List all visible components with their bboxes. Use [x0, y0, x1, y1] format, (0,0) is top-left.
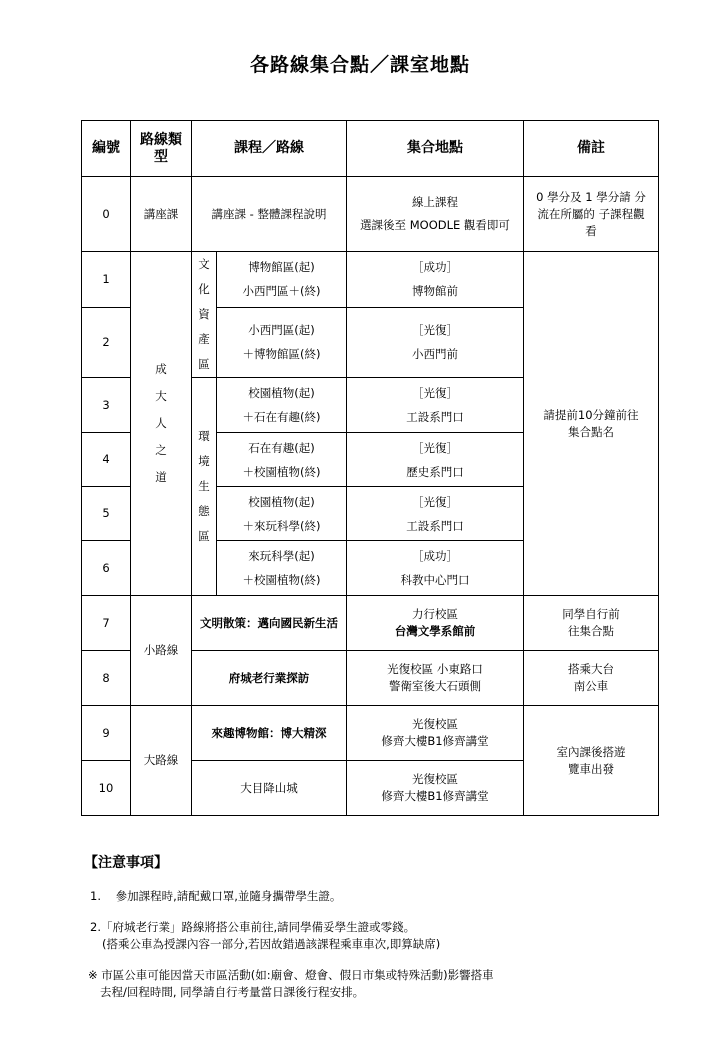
route-type: 講座課	[131, 177, 192, 252]
header-type: 路線類型	[131, 121, 192, 177]
course-name: 博物館區(起) 小西門區＋(終)	[217, 252, 347, 308]
row-id: 5	[82, 487, 131, 541]
header-meet: 集合地點	[347, 121, 524, 177]
header-row	[82, 121, 659, 177]
notes-section	[84, 852, 644, 1001]
row-id: 1	[82, 252, 131, 308]
course-name: 府城老行業探訪	[192, 651, 347, 706]
remark: 搭乘大台南公車	[524, 651, 659, 706]
meet-place: 光復校區 修齊大樓B1修齊講堂	[347, 706, 524, 761]
notes-title: 【注意事項】	[84, 855, 168, 871]
header-remark: 備註	[524, 121, 659, 177]
area-culture: 文化資產區	[192, 252, 217, 378]
course-name: 校園植物(起) ＋石在有趣(終)	[217, 378, 347, 433]
row-id: 7	[82, 596, 131, 651]
meet-place: ［光復］ 小西門前	[347, 307, 524, 377]
route-type-group: 成大人之道	[131, 252, 192, 596]
meet-place: ［光復］ 歷史系門口	[347, 433, 524, 487]
meet-place: 力行校區 台灣文學系館前	[347, 596, 524, 651]
row-id: 10	[82, 761, 131, 816]
remark: 同學自行前往集合點	[524, 596, 659, 651]
meet-place: 光復校區 小東路口 警衛室後大石頭側	[347, 651, 524, 706]
row-id: 6	[82, 541, 131, 596]
area-env: 環境生態區	[192, 378, 217, 596]
remark: 請提前10分鐘前往集合點名	[524, 252, 659, 596]
meet-place: ［成功］ 博物館前	[347, 252, 524, 308]
row-id: 9	[82, 706, 131, 761]
course-name: 文明散策：邁向國民新生活	[192, 596, 347, 651]
row-id: 8	[82, 651, 131, 706]
route-type: 小路線	[131, 596, 192, 706]
header-course: 課程／路線	[192, 121, 347, 177]
meet-place: ［光復］ 工設系門口	[347, 378, 524, 433]
table-row	[82, 596, 659, 651]
row-id: 3	[82, 378, 131, 433]
table-row	[82, 177, 659, 252]
page-title: 各路線集合點／課室地點	[249, 54, 470, 76]
row-id: 0	[82, 177, 131, 252]
meet-place: 線上課程 選課後至 MOODLE 觀看即可	[347, 177, 524, 252]
course-name: 小西門區(起) ＋博物館區(終)	[217, 307, 347, 377]
remark: 室內課後搭遊覽車出發	[524, 706, 659, 816]
row-id: 2	[82, 307, 131, 377]
course-name: 校園植物(起) ＋來玩科學(終)	[217, 487, 347, 541]
course-name: 來玩科學(起) ＋校園植物(終)	[217, 541, 347, 596]
meet-place: 光復校區 修齊大樓B1修齊講堂	[347, 761, 524, 816]
header-id: 編號	[82, 121, 131, 177]
course-name: 講座課 - 整體課程說明	[192, 177, 347, 252]
course-name: 石在有趣(起) ＋校園植物(終)	[217, 433, 347, 487]
meet-place: ［成功］ 科教中心門口	[347, 541, 524, 596]
row-id: 4	[82, 433, 131, 487]
remark: 0 學分及 1 學分請 分流在所屬的 子課程觀看	[524, 177, 659, 252]
table-row	[82, 252, 659, 308]
meet-place: ［光復］ 工設系門口	[347, 487, 524, 541]
route-table	[81, 120, 659, 816]
route-type: 大路線	[131, 706, 192, 816]
table-row	[82, 706, 659, 761]
note-2: 2.「府城老行業」路線將搭公車前往,請同學備妥學生證或零錢。 (搭乘公車為授課內容一部分,若因故錯過該課程乘車車次,即算缺席)	[90, 920, 441, 951]
note-3: ※ 市區公車可能因當天市區活動(如:廟會、燈會、假日市集或特殊活動)影響搭車 去程/回程時間, 同學請自行考量當日課後行程安排。	[88, 968, 494, 999]
course-name: 來趣博物館：博大精深	[192, 706, 347, 761]
course-name: 大目降山城	[192, 761, 347, 816]
note-1: 1. 參加課程時,請配戴口罩,並隨身攜帶學生證。	[90, 889, 342, 903]
